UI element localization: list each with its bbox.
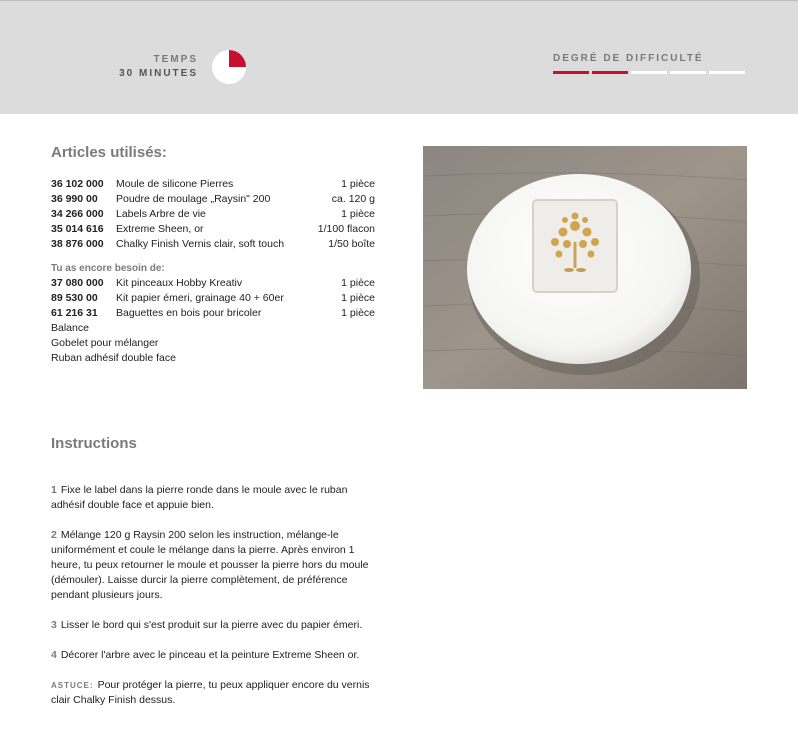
article-qty: 1/50 boîte	[328, 238, 375, 250]
difficulty-bar	[631, 71, 667, 74]
article-qty: 1/100 flacon	[317, 223, 375, 235]
article-name: Poudre de moulage „Raysin" 200	[116, 193, 271, 205]
article-name: Kit papier émeri, grainage 40 + 60er	[116, 292, 284, 304]
article-code: 89 530 00	[51, 292, 98, 304]
clock-progress-slice	[229, 50, 246, 67]
instruction-step	[51, 618, 381, 633]
tip	[51, 678, 381, 708]
step-text: Mélange 120 g Raysin 200 selon les instruction, mélange-le uniformément et coule le mélange dans la pierre. Après environ 1 heure, tu peux retourner le moule et pousser la pierre hors du moule (démouler). Laisse durcir la pierre complètement, de préférence pendant plusieurs jours.	[51, 529, 369, 601]
article-name: Labels Arbre de vie	[116, 208, 206, 220]
article-qty: 1 pièce	[341, 307, 375, 319]
extra-title: Tu as encore besoin de:	[51, 263, 165, 274]
article-qty: 1 pièce	[341, 178, 375, 190]
tip-text: Pour protéger la pierre, tu peux appliquer encore du vernis clair Chalky Finish dessus.	[51, 679, 370, 706]
difficulty-bar	[592, 71, 628, 74]
plain-item: Gobelet pour mélanger	[51, 337, 159, 349]
article-code: 35 014 616	[51, 223, 104, 235]
instructions-body	[51, 483, 381, 723]
article-row	[51, 192, 375, 207]
article-code: 38 876 000	[51, 238, 104, 250]
article-row	[51, 177, 375, 192]
step-number: 4	[51, 649, 57, 661]
plain-item: Balance	[51, 322, 89, 334]
instructions-title: Instructions	[51, 435, 137, 452]
article-qty: 1 pièce	[341, 292, 375, 304]
article-code: 36 102 000	[51, 178, 104, 190]
difficulty-bars	[553, 71, 747, 74]
article-row	[51, 222, 375, 237]
step-text: Fixe le label dans la pierre ronde dans le moule avec le ruban adhésif double face et appuie bien.	[51, 484, 348, 511]
article-qty: 1 pièce	[341, 208, 375, 220]
article-qty: 1 pièce	[341, 277, 375, 289]
time-label-title: TEMPS	[153, 54, 198, 65]
instruction-step	[51, 483, 381, 513]
tip-label: ASTUCE:	[51, 681, 94, 690]
article-row	[51, 237, 375, 252]
article-name: Chalky Finish Vernis clair, soft touch	[116, 238, 285, 250]
article-code: 36 990 00	[51, 193, 98, 205]
article-name: Kit pinceaux Hobby Kreativ	[116, 277, 243, 289]
article-row	[51, 291, 375, 306]
article-row	[51, 276, 375, 291]
article-code: 37 080 000	[51, 277, 104, 289]
article-qty: ca. 120 g	[331, 193, 375, 205]
header-bar	[0, 0, 798, 114]
product-photo	[423, 146, 747, 389]
step-number: 1	[51, 484, 57, 496]
step-number: 2	[51, 529, 57, 541]
step-text: Décorer l'arbre avec le pinceau et la peinture Extreme Sheen or.	[60, 649, 360, 661]
articles-list	[51, 177, 375, 366]
instruction-step	[51, 528, 381, 603]
article-name: Baguettes en bois pour bricoler	[116, 307, 262, 319]
time-value: 30 MINUTES	[119, 68, 198, 79]
instruction-step	[51, 648, 381, 663]
article-code: 34 266 000	[51, 208, 104, 220]
article-row	[51, 207, 375, 222]
step-number: 3	[51, 619, 57, 631]
difficulty-bar	[553, 71, 589, 74]
difficulty-bar	[709, 71, 745, 74]
step-text: Lisser le bord qui s'est produit sur la pierre avec du papier émeri.	[60, 619, 363, 631]
difficulty-bar	[670, 71, 706, 74]
plain-item: Ruban adhésif double face	[51, 352, 176, 364]
article-name: Moule de silicone Pierres	[116, 178, 234, 190]
articles-title: Articles utilisés:	[51, 144, 167, 161]
clock-icon	[212, 50, 246, 84]
article-code: 61 216 31	[51, 307, 98, 319]
article-row	[51, 306, 375, 321]
article-name: Extreme Sheen, or	[116, 223, 204, 235]
difficulty-indicator	[553, 53, 747, 74]
time-label	[119, 53, 198, 81]
difficulty-label: DEGRÉ DE DIFFICULTÉ	[553, 53, 704, 64]
